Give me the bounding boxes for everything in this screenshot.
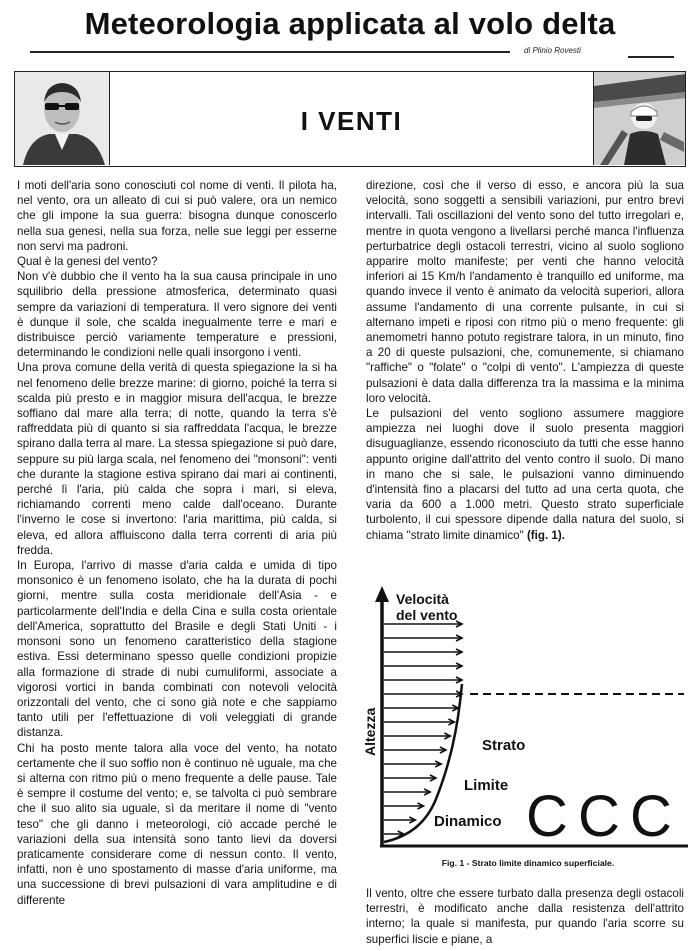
section-banner <box>14 71 686 167</box>
article-paragraph <box>366 406 684 543</box>
limite-label: Limite <box>464 777 509 794</box>
boundary-layer-diagram <box>362 584 688 854</box>
figure-caption: Fig. 1 - Strato limite dinamico superficiale. <box>441 858 615 868</box>
title-rule <box>30 51 510 53</box>
article-paragraph: Qual è la genesi del vento? <box>17 255 158 269</box>
portrait-photo-icon <box>15 72 110 165</box>
section-title: I VENTI <box>300 106 403 136</box>
article-paragraph: In Europa, l'arrivo di masse d'aria calda e umida di tipo monsonico è un fenomeno isolato, che ha la durata di pochi giorni, mentre sulla costa meridionale dell'Asia - e particolarmente dell'India e della Cina e sulla costa orientale dell'America, soprattutto del Brasile e degli Stati Uniti - i monsoni sono un fenomeno caratteristico della stagione estiva. Essi determinano spesso quelle condizioni propizie alla formazione di strade di nubi cumuliformi, associate a vigorosi vortici in banda combinati con notevoli velocità orizzontali del vento, che ci sono già note e che sappiamo tanto utili per l'effettuazione di voli veleggiati di grande distanza. <box>17 559 337 740</box>
article-column-right <box>366 178 684 543</box>
dinamico-label: Dinamico <box>434 813 502 830</box>
article-paragraph: Non v'è dubbio che il vento ha la sua causa principale in uno squilibrio della pressione atmosferica, determinato quasi sempre da variazioni di temperatura. Il vero signore dei venti è dunque il sole, che scalda inegualmente terre e mari e distribuisce perciò variamente temperature e pressioni, determinando le condizioni nelle quali insorgono i venti. <box>17 270 337 360</box>
vortex-glyph: C <box>578 784 620 849</box>
article-paragraph: Una prova comune della verità di questa spiegazione la si ha nel fenomeno delle brezze marine: di giorno, poiché la terra si scalda più presto e in maggior misura dell'acqua, le brezze soffiano dal mare alla terra; di notte, quando la terra s'è raffreddata più di quanto si sia raffreddata l'acqua, le brezze spirano dalla terra al mare. La stessa spiegazione si può dare, seppure su più larga scala, nel fenomeno dei "monsoni": venti che durante la stagione estiva spirano dai mari ai continenti, perché lì l'aria, più calda che sopra i mari, si eleva, richiamando correnti meno calde dall'oceano. Durante l'inverno le cose si invertono: l'aria marittima, più calda, si eleva, ed allora affluiscono dalla terra correnti di aria più fredda. <box>17 361 337 557</box>
article-paragraph: I moti dell'aria sono conosciuti col nome di venti. Il pilota ha, nel vento, ora un alleato di cui si può valere, ora un nemico che gli impone la sua guerra: bisogna dunque conoscerlo nella sua genesi, nella sua forza, nelle sue leggi per esserne non servi ma padroni. <box>17 179 337 253</box>
velocity-label-line1: Velocità <box>396 591 449 607</box>
velocity-arrows <box>384 621 462 837</box>
figure-reference: (fig. 1). <box>523 528 565 542</box>
article-paragraph-text: Le pulsazioni del vento sogliono assumere maggiore ampiezza nei luoghi dove il suolo presenta maggiori disuguaglianze, essendo riconosciuto da tutti che esse hanno appunto origine dall'attrito del vento contro il suolo. Di mano in mano che si sale, le pulsazioni vanno diminuendo d'intensità fino a placarsi del tutto ad una certa quota, che varia da 600 a 1.000 metri. Questo strato superficiale turbolento, il cui spessore dipende dalla natura del suolo, si chiama "strato limite dinamico" <box>366 407 684 542</box>
vortex-glyph: C <box>630 784 672 849</box>
article-paragraph: direzione, così che il verso di esso, e ancora più la sua velocità, sono soggetti a sensibili variazioni, pur entro brevi intervalli. Tali oscillazioni del vento sono del tutto irregolari e, mentre in quota vengono a livellarsi perché manca l'influenza perturbatrice degli ostacoli terrestri, vicino al suolo sogliono apparire molto manifeste; per venti che hanno velocità inferiori ai 15 Km/h l'andamento è tranquillo ed uniforme, ma quando invece il vento è animato da velocità superiori, allora assume l'andamento di una corrente pulsante, in cui si alternano impeti e riposi con ritmo più o meno frequente: gli anemometri hanno potuto registrare talora, in un minuto, fino a 20 di queste pulsazioni, che, comunemente, si chiamano "raffiche" o "folate" o "colpi di vento". L'ampiezza di queste pulsazioni è data dalla differenza tra la massima e la minima loro velocità. <box>366 179 684 405</box>
byline: di Plinio Rovesti <box>524 46 581 55</box>
strato-label: Strato <box>482 737 526 754</box>
article-paragraph: Chi ha posto mente talora alla voce del vento, ha notato certamente che il suo soffio non è continuo nè uguale, ma che si alterna con ritmo più o meno frequente a delle pause. Tale è sempre il costume del vento; e, se talvolta ci può sembrare che il suo alito sia uguale, sì da meritare il nome di "vento teso" che gli danno i meteorologi, ciò accade perché le variazioni della sua intensità sono tanto lievi da doversi praticamente considerare come di nessun conto. Il vento, infatti, non è uno spostamento di masse d'aria uniforme, ma una successione di brevi pulsazioni di vara amplitudine e di differente <box>17 741 337 907</box>
article-column-right-bottom <box>366 886 684 947</box>
page-title: Meteorologia applicata al volo delta <box>84 6 616 41</box>
article-column-left <box>17 178 337 908</box>
altitude-label: Altezza <box>362 707 378 756</box>
vortex-glyph: C <box>526 784 568 849</box>
velocity-label-line2: del vento <box>396 607 458 623</box>
article-paragraph: Il vento, oltre che essere turbato dalla presenza degli ostacoli terrestri, è modificato anche dalla resistenza dell'attrito interno; la quale si manifesta, pur quando l'aria scorre su superfici liscie e piane, a <box>366 887 684 946</box>
pilot-photo-icon <box>593 72 685 165</box>
title-rule-right <box>628 56 674 58</box>
